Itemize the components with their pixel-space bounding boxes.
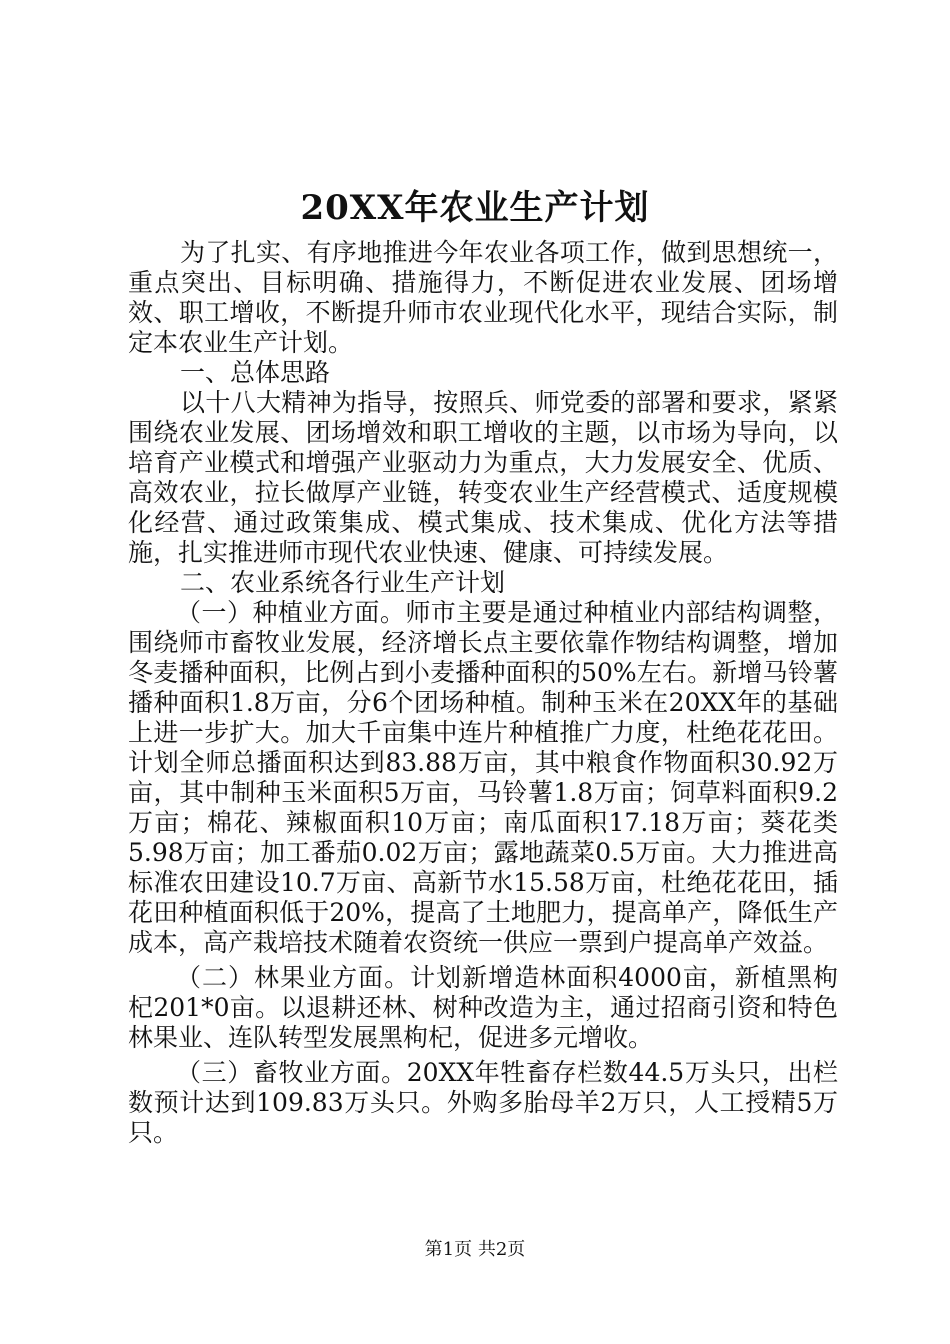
document-body xyxy=(128,238,838,1148)
section-heading-plans: 二、农业系统各行业生产计划 xyxy=(180,568,506,597)
intro-paragraph: 为了扎实、有序地推进今年农业各项工作，做到思想统一，重点突出、目标明确、措施得力，不断促进农业发展、团场增效、职工增收，不断提升师市农业现代化水平，现结合实际，制定本农业生产计划。 xyxy=(128,238,838,357)
planting-paragraph: （一）种植业方面。师市主要是通过种植业内部结构调整，围绕师市畜牧业发展，经济增长点主要依靠作物结构调整，增加冬麦播种面积，比例占到小麦播种面积的50%左右。新增马铃薯播种面积1.8万亩，分6个团场种植。制种玉米在20XX年的基础上进一步扩大。加大千亩集中连片种植推广力度，杜绝花花田。计划全师总播面积达到83.88万亩，其中粮食作物面积30.92万亩，其中制种玉米面积5万亩，马铃薯1.8万亩；饲草料面积9.2万亩；棉花、辣椒面积10万亩；南瓜面积17.18万亩；葵花类5.98万亩；加工番茄0.02万亩；露地蔬菜0.5万亩。大力推进高标准农田建设10.7万亩、高新节水15.58万亩，杜绝花花田，插花田种植面积低于20%，提高了土地肥力，提高单产，降低生产成本，高产栽培技术随着农资统一供应一票到户提高单产效益。 xyxy=(128,598,838,957)
section-heading-overall: 一、总体思路 xyxy=(180,358,331,387)
overall-paragraph: 以十八大精神为指导，按照兵、师党委的部署和要求，紧紧围绕农业发展、团场增效和职工增收的主题，以市场为导向，以培育产业模式和增强产业驱动力为重点，大力发展安全、优质、高效农业，拉长做厚产业链，转变农业生产经营模式、适度规模化经营、通过政策集成、模式集成、技术集成、优化方法等措施，扎实推进师市现代农业快速、健康、可持续发展。 xyxy=(128,388,838,567)
page-footer: 第1页 共2页 xyxy=(424,1239,526,1260)
document-title: 20XX年农业生产计划 xyxy=(300,188,650,228)
forestry-paragraph: （二）林果业方面。计划新增造林面积4000亩，新植黑枸杞201*0亩。以退耕还林、树种改造为主，通过招商引资和特色林果业、连队转型发展黑枸杞，促进多元增收。 xyxy=(128,963,838,1052)
livestock-paragraph: （三）畜牧业方面。20XX年牲畜存栏数44.5万头只，出栏数预计达到109.83万头只。外购多胎母羊2万只，人工授精5万只。 xyxy=(128,1058,838,1147)
